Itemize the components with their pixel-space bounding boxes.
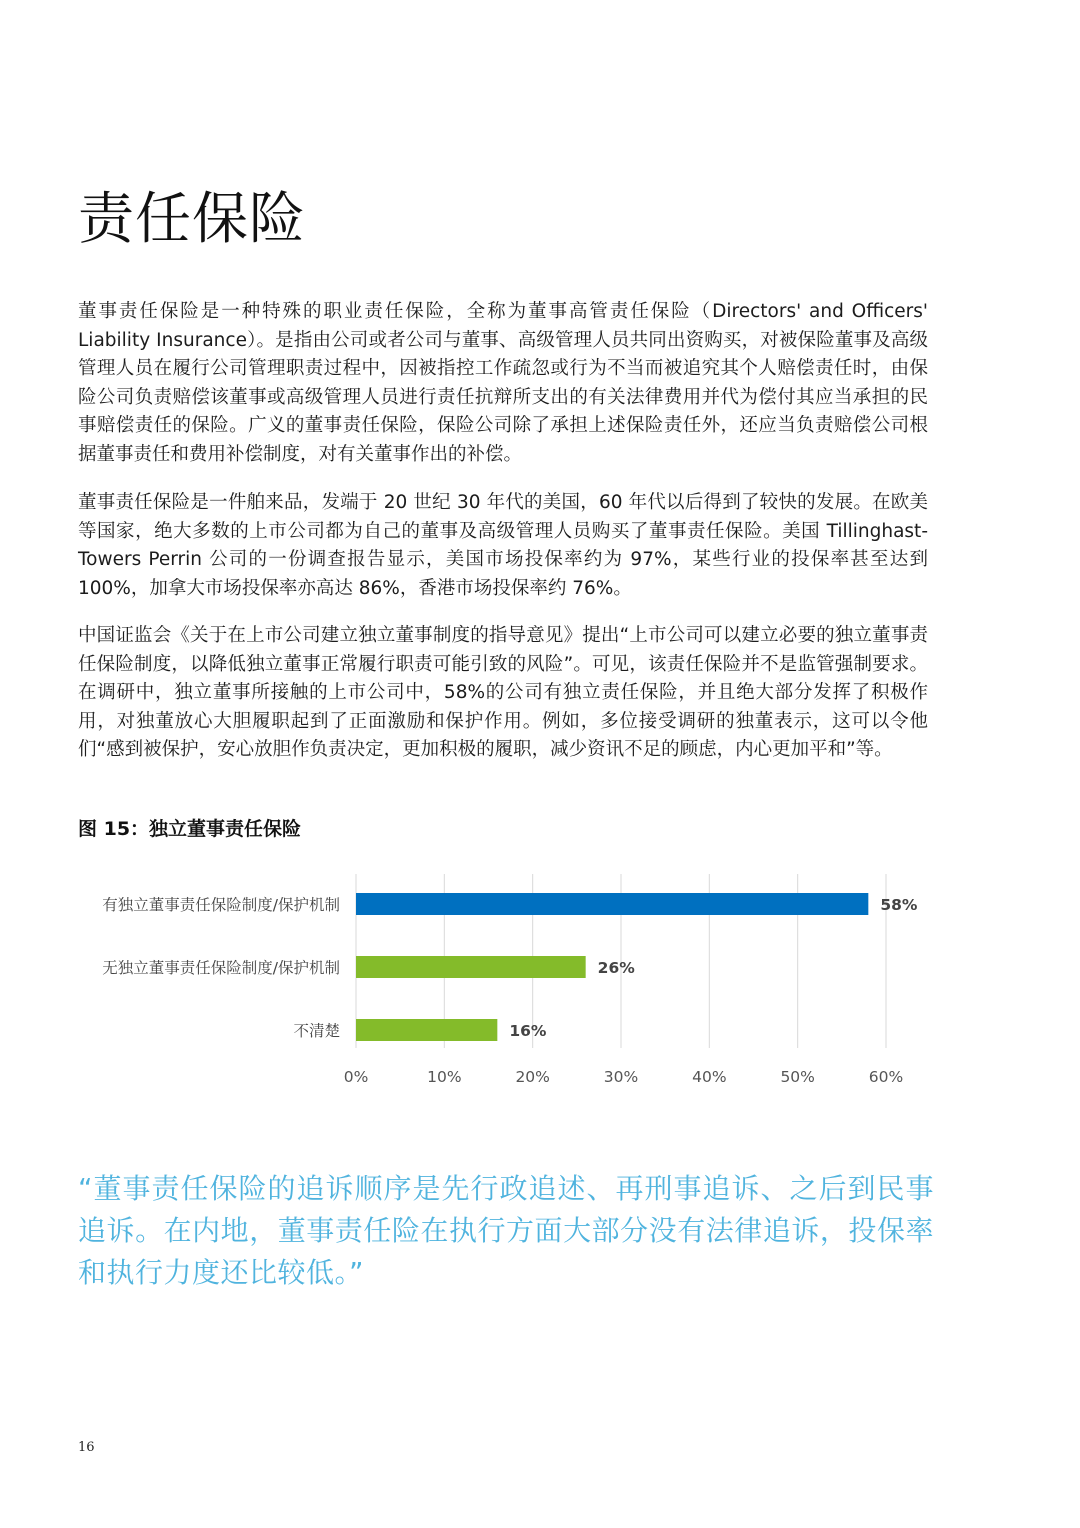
page-number: 16: [78, 1440, 95, 1455]
figure-caption: 图 15：独立董事责任保险: [78, 818, 302, 840]
category-label: 有独立董事责任保险制度/保护机制: [102, 896, 340, 914]
paragraph-history: 董事责任保险是一件舶来品，发端于 20 世纪 30 年代的美国，60 年代以后得到了较快的发展。在欧美等国家，绝大多数的上市公司都为自己的董事及高级管理人员购买了董事责任保险。美国 Tillinghast-Towers Perrin 公司的一份调查报告显示，美国市场投保率约为 97%，某些行业的投保率甚至达到 100%，加拿大市场投保率亦高达 86%，香港市场投保率约 76%。: [78, 492, 928, 599]
bar: [356, 893, 868, 915]
x-tick-label: 40%: [692, 1068, 727, 1086]
category-label: 无独立董事责任保险制度/保护机制: [102, 959, 340, 977]
x-tick-label: 30%: [603, 1068, 639, 1086]
x-tick-label: 0%: [343, 1068, 369, 1086]
x-tick-label: 60%: [868, 1068, 904, 1086]
data-label: 58%: [880, 896, 918, 914]
x-tick-label: 10%: [427, 1068, 462, 1086]
data-label: 16%: [509, 1022, 547, 1040]
bar: [356, 956, 586, 978]
paragraph-regulation: 中国证监会《关于在上市公司建立独立董事制度的指导意见》提出“上市公司可以建立必要的独立董事责任保险制度，以降低独立董事正常履行职责可能引致的风险”。可见，该责任保险并不是监管强制要求。在调研中，独立董事所接触的上市公司中，58%的公司有独立责任保险，并且绝大部分发挥了积极作用，对独董放心大胆履职起到了正面激励和保护作用。例如，多位接受调研的独董表示，这可以令他们“感到被保护，安心放胆作负责决定，更加积极的履职，减少资讯不足的顾虑，内心更加平和”等。: [78, 625, 928, 761]
x-tick-label: 50%: [780, 1068, 815, 1086]
page-title: 责任保险: [78, 187, 306, 252]
paragraph-definition: 董事责任保险是一种特殊的职业责任保险，全称为董事高管责任保险（Directors' and Officers' Liability Insurance）。是指由公司或者公司与董事、高级管理人员共同出资购买，对被保险董事及高级管理人员在履行公司管理职责过程中，因被指控工作疏忽或行为不当而被追究其个人赔偿责任时，由保险公司负责赔偿该董事或高级管理人员进行责任抗辩所支出的有关法律费用并代为偿付其应当承担的民事赔偿责任的保险。广义的董事责任保险，保险公司除了承担上述保险责任外，还应当负责赔偿公司根据董事责任和费用补偿制度，对有关董事作出的补偿。: [78, 301, 928, 465]
category-label: 不清楚: [293, 1022, 340, 1040]
bar: [356, 1019, 497, 1041]
pull-quote: “董事责任保险的追诉顺序是先行政追述、再刑事追诉、之后到民事追诉。在内地，董事责任险在执行方面大部分没有法律追诉，投保率和执行力度还比较低。”: [78, 1172, 934, 1289]
x-tick-label: 20%: [515, 1068, 550, 1086]
bar-chart: [0, 860, 1080, 1100]
data-label: 26%: [597, 959, 635, 977]
